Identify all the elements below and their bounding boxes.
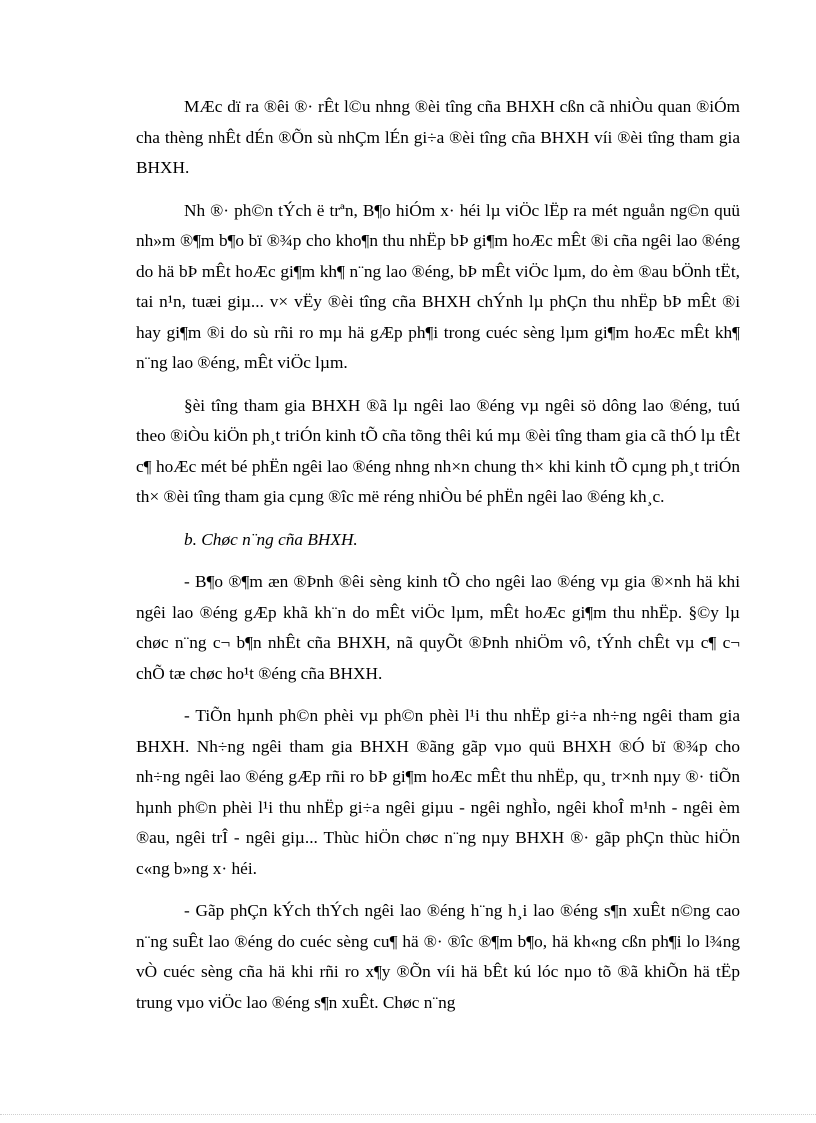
paragraph-function-redistribution: - TiÕn hµnh ph©n phèi vµ ph©n phèi l¹i thu nhËp gi÷a nh÷ng ngêi tham gia BHXH. Nh÷ng ngêi tham gia BHXH ®ãng gãp vµo quü BHXH ®Ó bï ®¾p cho nh÷ng ngêi lao ®éng gÆp rñi ro bÞ gi¶m hoÆc mÊt thu nhËp, qu¸ tr×nh nµy ®· tiÕn hµnh ph©n phèi l¹i thu nhËp gi÷a ngêi giµu - ngêi nghÌo, ngêi khoÎ m¹nh - ngêi èm ®au, ngêi trÎ - ngêi giµ... Thùc hiÖn chøc n¨ng nµy BHXH ®· gãp phÇn thùc hiÖn c«ng b»ng x· héi.: [136, 706, 740, 878]
paragraph-function-motivation: - Gãp phÇn kÝch thÝch ngêi lao ®éng h¨ng h¸i lao ®éng s¶n xuÊt n©ng cao n¨ng suÊt lao ®éng do cuéc sèng cu¶ hä ®· ®îc ®¶m b¶o, hä kh«ng cßn ph¶i lo l¾ng vÒ cuéc sèng cña hä khi rñi ro x¶y ®Õn víi hä bÊt kú lóc nµo tõ ®ã khiÕn hä tËp trung vµo viÖc lao ®éng s¶n xuÊt. Chøc n¨ng: [136, 901, 740, 1012]
section-heading-functions: b. Chøc n¨ng cña BHXH.: [184, 529, 358, 549]
paragraph-insurance-participants: §èi tîng tham gia BHXH ®ã lµ ngêi lao ®éng vµ ngêi sö dông lao ®éng, tuú theo ®iÒu kiÖn ph¸t triÓn kinh tÕ cña tõng thêi kú mµ ®èi tîng tham gia cã thÓ lµ tÊt c¶ hoÆc mét bé phËn ngêi lao ®éng nhng nh×n chung th× khi kinh tÕ cµng ph¸t triÓn th× ®èi tîng tham gia cµng ®îc më réng nhiÒu bé phËn ngêi lao ®éng kh¸c.: [136, 395, 740, 506]
page-bottom-divider: [0, 1114, 816, 1115]
document-page: [136, 92, 740, 1030]
paragraph-function-stability: - B¶o ®¶m æn ®Þnh ®êi sèng kinh tÕ cho ngêi lao ®éng vµ gia ®×nh hä khi ngêi lao ®éng gÆp khã kh¨n do mÊt viÖc lµm, mÊt hoÆc gi¶m thu nhËp. §©y lµ chøc n¨ng c¬ b¶n nhÊt cña BHXH, nã quyÕt ®Þnh nhiÖm vô, tÝnh chÊt vµ c¶ c¬ chÕ tæ chøc ho¹t ®éng cña BHXH.: [136, 572, 740, 683]
paragraph-insurance-object-definition: Nh ®· ph©n tÝch ë trªn, B¶o hiÓm x· héi lµ viÖc lËp ra mét nguån ng©n quü nh»m ®¶m b¶o bï ®¾p cho kho¶n thu nhËp bÞ gi¶m hoÆc mÊt ®i cña ngêi lao ®éng do hä bÞ mÊt hoÆc gi¶m kh¶ n¨ng lao ®éng, bÞ mÊt viÖc lµm, do èm ®au bÖnh tËt, tai n¹n, tuæi giµ... v× vËy ®èi tîng cña BHXH chÝnh lµ phÇn thu nhËp bÞ mÊt ®i hay gi¶m ®i do sù rñi ro mµ hä gÆp ph¶i trong cuéc sèng lµm gi¶m hoÆc mÊt kh¶ n¨ng lao ®éng, mÊt viÖc lµm.: [136, 200, 740, 372]
paragraph-insurance-object-confusion: MÆc dï ra ®êi ®· rÊt l©u nhng ®èi tîng cña BHXH cßn cã nhiÒu quan ®iÓm cha thèng nhÊt dÉn ®Õn sù nhÇm lÉn gi÷a ®èi tîng cña BHXH víi ®èi tîng tham gia BHXH.: [136, 97, 740, 177]
